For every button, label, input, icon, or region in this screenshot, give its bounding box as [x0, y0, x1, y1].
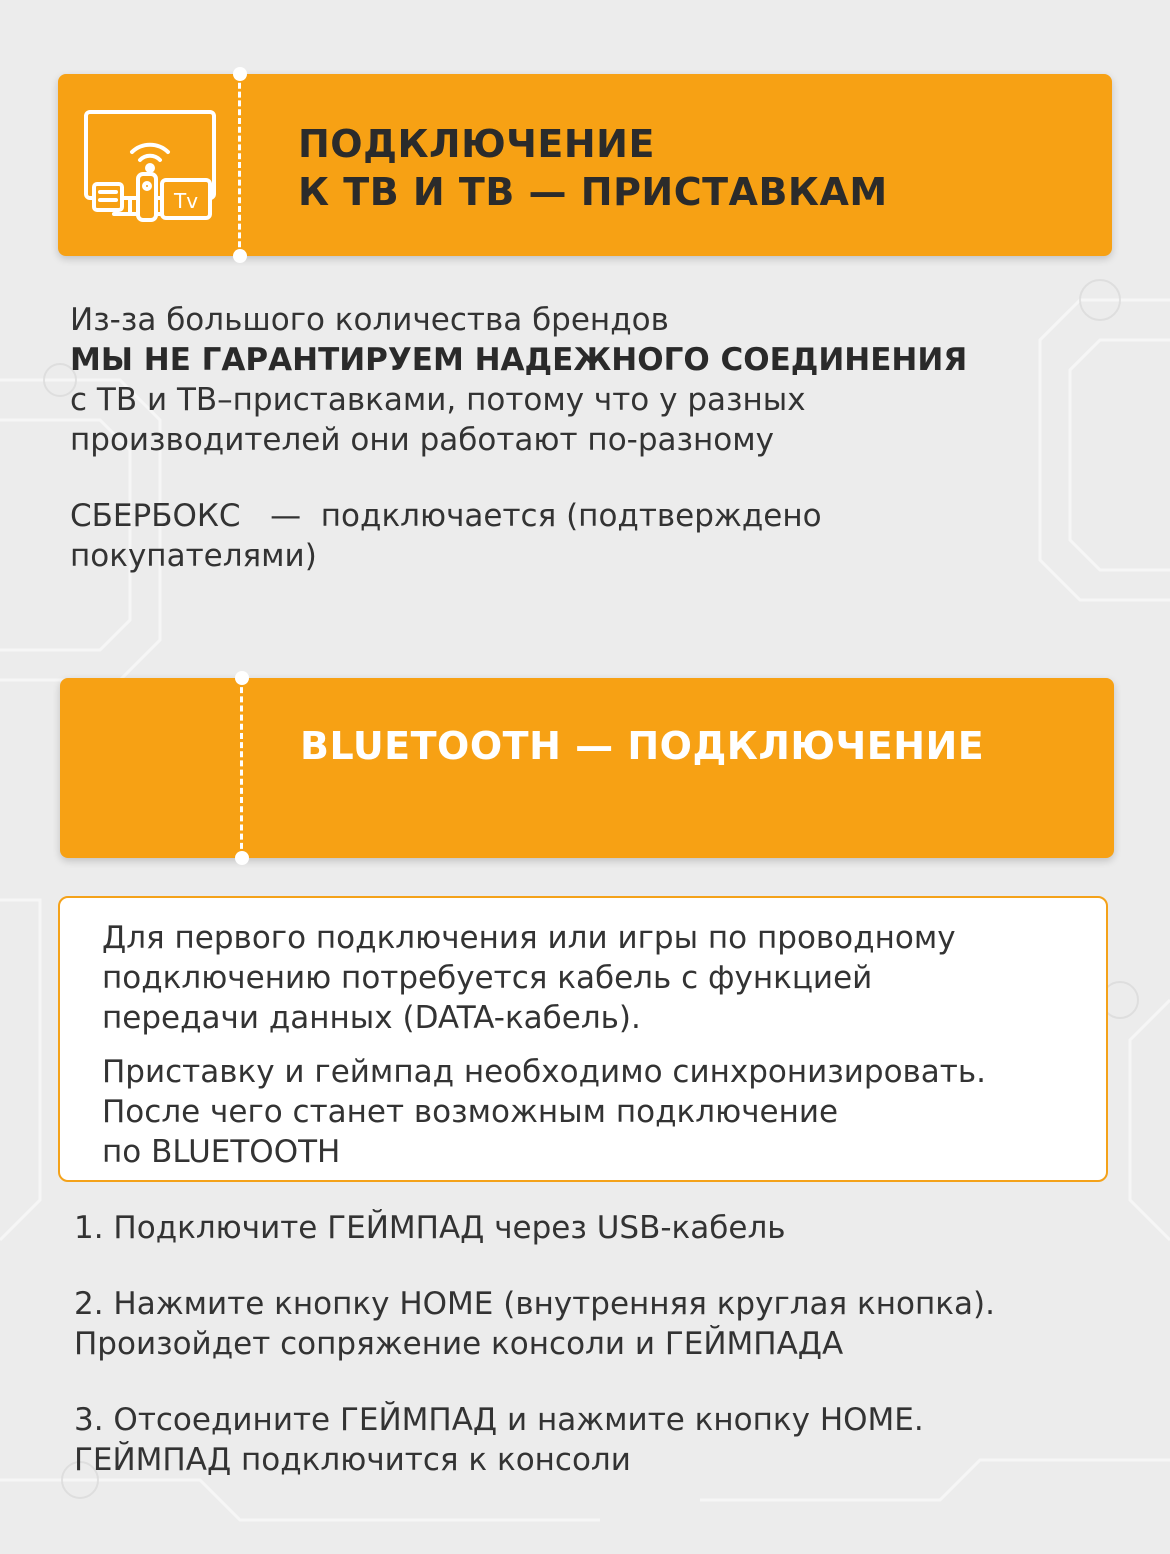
intro-line: с ТВ и ТВ–приставками, потому что у разных [70, 382, 806, 418]
divider-dot [233, 67, 247, 81]
note-line: Для первого подключения или игры по проводному [102, 920, 956, 956]
dashed-divider [238, 74, 241, 256]
step-line: 3. Отсоедините ГЕЙМПАД и нажмите кнопку HOME. [74, 1402, 924, 1438]
step-line: Произойдет сопряжение консоли и ГЕЙМПАДА [74, 1326, 844, 1362]
tv-connection-banner [58, 74, 1112, 256]
dashed-divider [240, 678, 243, 858]
brand-compatibility-note [70, 300, 1130, 460]
divider-dot [235, 851, 249, 865]
step-line: 2. Нажмите кнопку HOME (внутренняя круглая кнопка). [74, 1286, 995, 1322]
note-line: передачи данных (DATA-кабель). [102, 1000, 641, 1036]
intro-line: Из-за большого количества брендов [70, 302, 669, 338]
intro-line: производителей они работают по-разному [70, 422, 774, 458]
tv-banner-title-line1: ПОДКЛЮЧЕНИЕ [298, 122, 655, 166]
sberbox-compatibility [70, 496, 1130, 576]
tv-banner-title [298, 120, 888, 216]
sync-paragraph [102, 1052, 1112, 1172]
divider-dot [233, 249, 247, 263]
step-item [74, 1284, 1144, 1364]
step-line: 1. Подключите ГЕЙМПАД через USB-кабель [74, 1210, 786, 1246]
bluetooth-connection-banner [60, 678, 1114, 858]
divider-dot [235, 671, 249, 685]
step-line: ГЕЙМПАД подключится к консоли [74, 1442, 631, 1478]
sberbox-line: СБЕРБОКС — подключается (подтверждено [70, 498, 822, 534]
note-line: Приставку и геймпад необходимо синхронизировать. [102, 1054, 986, 1090]
svg-text:Tv: Tv [174, 189, 199, 213]
sberbox-line: покупателями) [70, 538, 317, 574]
bluetooth-banner-title: BLUETOOTH — ПОДКЛЮЧЕНИЕ [300, 724, 985, 768]
data-cable-paragraph [102, 918, 1112, 1038]
step-item [74, 1400, 1144, 1480]
note-line: по BLUETOOTH [102, 1134, 341, 1170]
tv-banner-title-line2: К ТВ И ТВ — ПРИСТАВКАМ [298, 170, 888, 214]
note-line: подключению потребуется кабель с функцией [102, 960, 873, 996]
step-item [74, 1208, 1144, 1248]
note-line: После чего станет возможным подключение [102, 1094, 839, 1130]
cable-sync-note-box [58, 896, 1108, 1182]
no-guarantee-warning: МЫ НЕ ГАРАНТИРУЕМ НАДЕЖНОГО СОЕДИНЕНИЯ [70, 342, 968, 378]
tv-box-icon [80, 104, 220, 224]
